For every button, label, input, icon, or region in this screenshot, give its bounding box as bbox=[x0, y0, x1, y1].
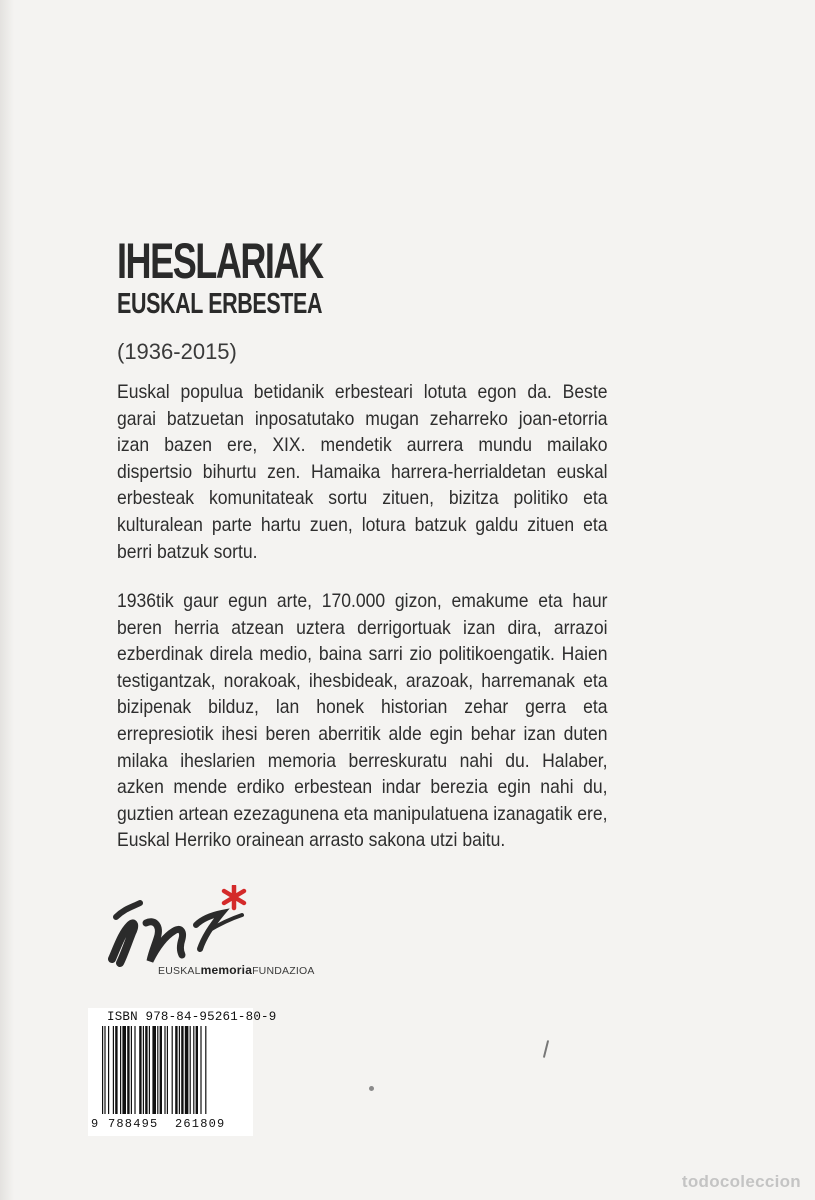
barcode-digit-first: 9 bbox=[91, 1117, 99, 1131]
blurb-paragraph-1: Euskal populua betidanik erbesteari lotuta egon da. Beste garai batzuetan inposatutako mugan zeharreko joan-etorria izan bazen ere, XIX. mendetik aurrera mundu mailako dispertsio bihurtu zen. Hamaika harrera-herrialdetan euskal erbesteak komunitateak sortu zituen, bizitza politiko eta kulturalean parte hartu zuen, lotura batzuk galdu zituen eta berri batzuk sortu. bbox=[117, 381, 608, 563]
print-speck bbox=[369, 1086, 374, 1091]
barcode-bar bbox=[175, 1026, 177, 1114]
barcode-bar bbox=[145, 1026, 147, 1114]
logo-asterisk bbox=[224, 886, 244, 908]
barcode-bar bbox=[127, 1026, 129, 1114]
barcode-bar bbox=[113, 1026, 114, 1114]
barcode-bar bbox=[205, 1026, 206, 1114]
barcode-bar bbox=[167, 1026, 168, 1114]
barcode-bar bbox=[185, 1026, 189, 1114]
barcode-bar bbox=[134, 1026, 135, 1114]
barcode-bar bbox=[122, 1026, 126, 1114]
barcode-bar bbox=[200, 1026, 201, 1114]
barcode-bar bbox=[143, 1026, 144, 1114]
barcode-digits-right: 261809 bbox=[175, 1117, 226, 1131]
barcode-bar bbox=[149, 1026, 150, 1114]
publisher-name-suffix: FUNDAZIOA bbox=[252, 965, 315, 977]
barcode-bar bbox=[139, 1026, 141, 1114]
book-years: (1936-2015) bbox=[117, 339, 237, 364]
print-speck bbox=[543, 1040, 549, 1058]
barcode-bar bbox=[157, 1026, 158, 1114]
book-subtitle: EUSKAL ERBESTEA bbox=[117, 288, 323, 320]
barcode-bar bbox=[193, 1026, 194, 1114]
barcode-bar bbox=[181, 1026, 183, 1114]
barcode-bar bbox=[102, 1026, 103, 1114]
barcode-bar bbox=[108, 1026, 109, 1114]
barcode-digits-left: 788495 bbox=[108, 1117, 159, 1131]
barcode-bar bbox=[196, 1026, 198, 1114]
barcode-bar bbox=[172, 1026, 173, 1114]
publisher-name-prefix: EUSKAL bbox=[158, 965, 201, 977]
spine-shadow bbox=[0, 0, 14, 1200]
blurb-paragraph-2: 1936tik gaur egun arte, 170.000 gizon, emakume eta haur beren herria atzean uztera derrigortuak izan dira, arrazoi ezberdinak direla medio, baina sarri zio politikoengatik. Haien testigantzak, norakoak, ihesbideak, arazoak, harremanak eta bizipenak bilduz, lan honek historian zehar gerra eta errepresiotik ihesi beren aberritik alde egin behar izan duten milaka iheslarien memoria berreskuratu nahi du. Halaber, azken mende erdiko erbestean indar berezia egin nahi du, guztien artean ezezagunena eta manipulatuena izanagatik ere, Euskal Herriko orainean arrasto sakona utzi baitu. bbox=[117, 590, 608, 852]
book-title: IHESLARIAK bbox=[117, 233, 323, 289]
barcode-bar bbox=[131, 1026, 132, 1114]
barcode-bar bbox=[160, 1026, 162, 1114]
barcode-bar bbox=[104, 1026, 105, 1114]
barcode-bar bbox=[152, 1026, 156, 1114]
barcode-bar bbox=[164, 1026, 165, 1114]
watermark-text: todocoleccion bbox=[681, 1172, 801, 1191]
barcode-icon bbox=[100, 1026, 250, 1118]
barcode-bar bbox=[120, 1026, 121, 1114]
isbn-label: ISBN 978-84-95261-80-9 bbox=[107, 1010, 277, 1024]
publisher-logo-icon bbox=[100, 885, 320, 975]
barcode-bar bbox=[115, 1026, 117, 1114]
barcode-bar bbox=[190, 1026, 191, 1114]
publisher-name-bold: memoria bbox=[200, 963, 253, 977]
publisher-name bbox=[158, 963, 315, 977]
barcode-bar bbox=[179, 1026, 180, 1114]
